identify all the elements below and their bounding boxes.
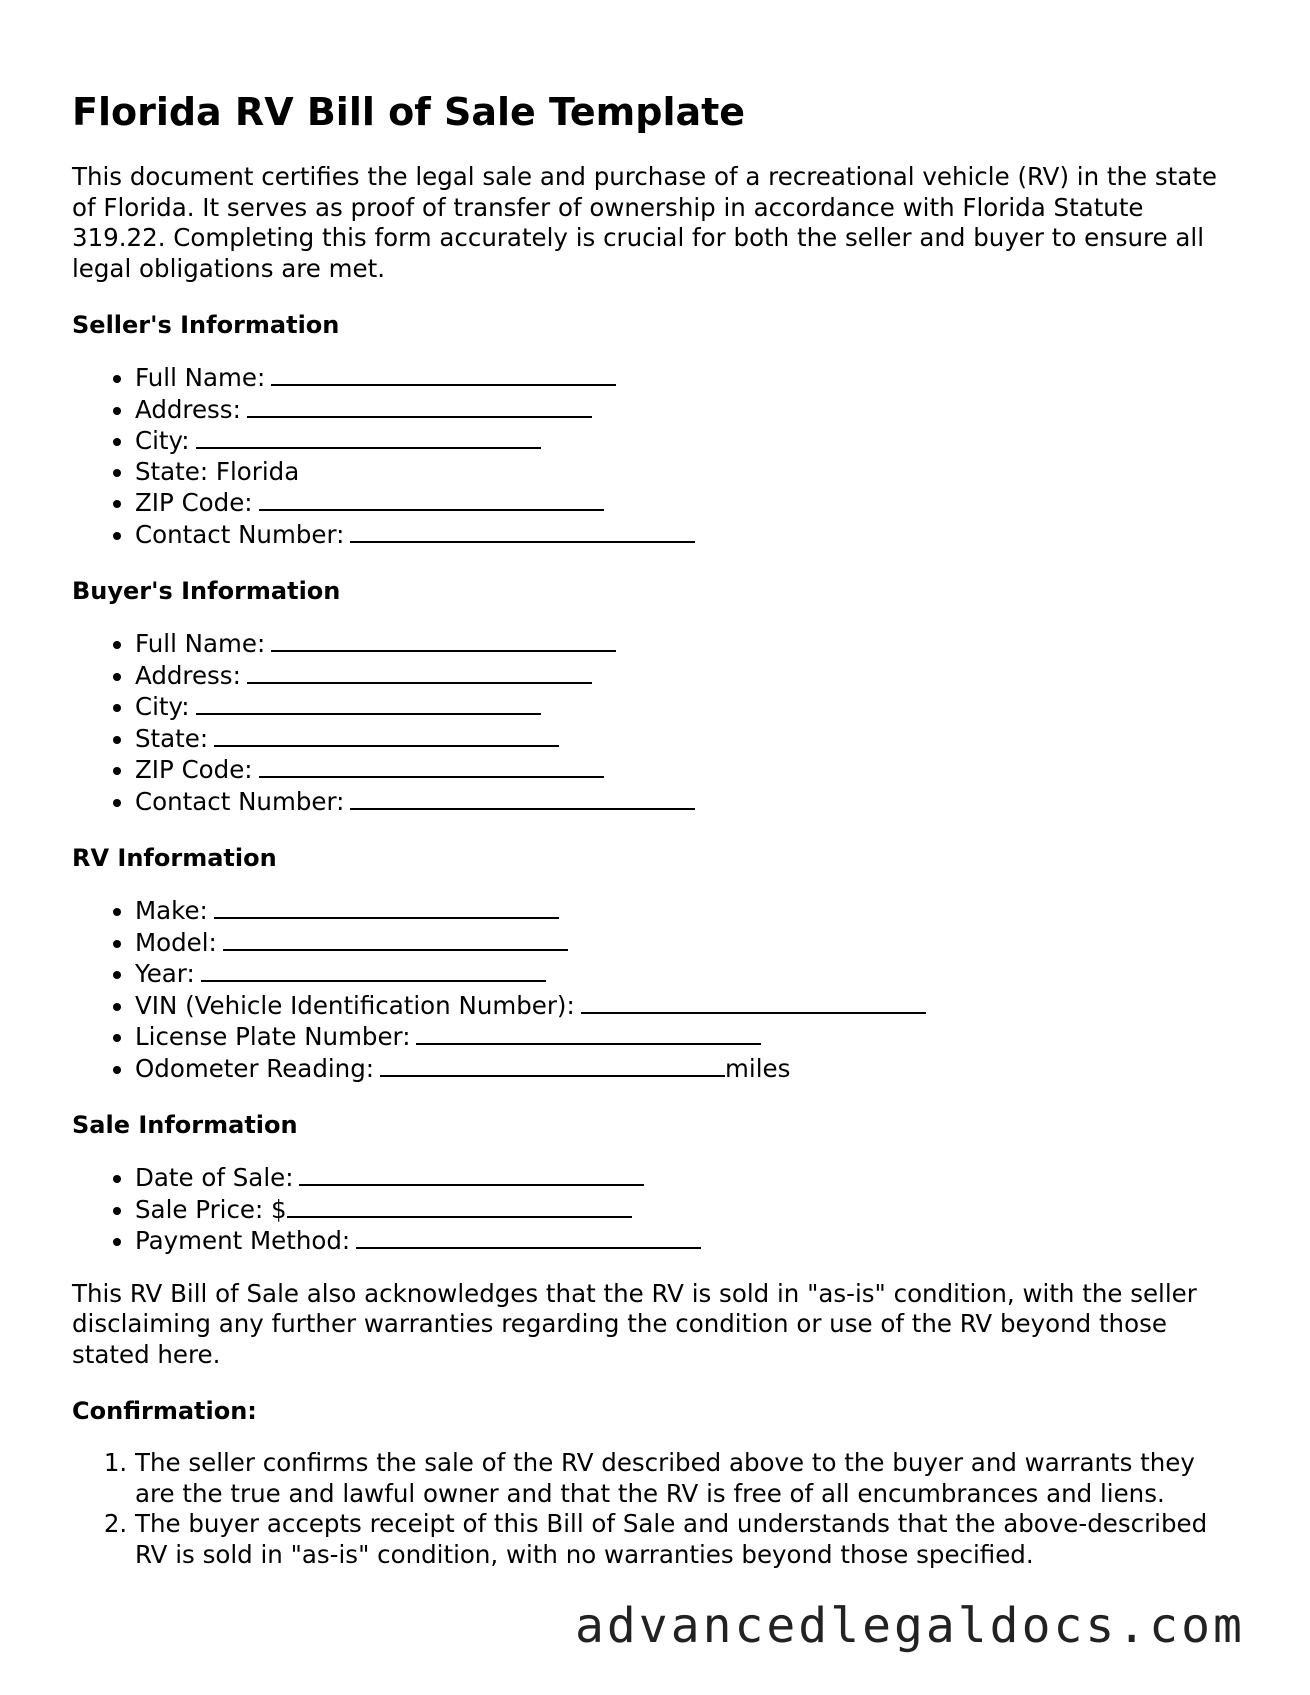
buyer-list — [72, 628, 1242, 817]
list-item: • Make: — [135, 895, 1242, 927]
seller-heading: Seller's Information — [72, 311, 340, 339]
list-item: • Date of Sale: — [135, 1162, 1242, 1194]
list-item: • State: Florida — [135, 457, 1242, 488]
city-field[interactable] — [196, 691, 541, 715]
vin-field[interactable] — [581, 990, 926, 1014]
document-page — [72, 88, 1242, 1570]
list-item: • Address: — [135, 394, 1242, 426]
rv-heading: RV Information — [72, 844, 277, 872]
list-item: 1. The seller confirms the sale of the RV described above to the buyer and warrants they are the true and lawful owner and that the RV is free of all encumbrances and liens. — [135, 1448, 1242, 1509]
seller-list — [72, 362, 1242, 550]
watermark: advancedlegaldocs.com — [575, 1598, 1245, 1654]
list-item: • License Plate Number: — [135, 1021, 1242, 1053]
state-field[interactable] — [214, 723, 559, 747]
odometer-unit: miles — [725, 1053, 791, 1083]
list-item: • Sale Price: $ — [135, 1194, 1242, 1226]
payment-method-field[interactable] — [356, 1225, 701, 1249]
zip-code-field[interactable] — [259, 487, 604, 511]
rv-list — [72, 895, 1242, 1084]
list-item: • Year: — [135, 958, 1242, 990]
sale-price-field[interactable] — [287, 1194, 632, 1218]
full-name-field[interactable] — [271, 628, 616, 652]
date-of-sale-field[interactable] — [299, 1162, 644, 1186]
as-is-paragraph: This RV Bill of Sale also acknowledges that the RV is sold in "as-is" condition, with the seller disclaiming any further warranties regarding the condition or use of the RV beyond those stated here. — [72, 1278, 1197, 1369]
list-item: • Full Name: — [135, 362, 1242, 394]
list-item: • City: — [135, 691, 1242, 723]
list-item: • Address: — [135, 660, 1242, 692]
sale-list — [72, 1162, 1242, 1257]
list-item: • State: — [135, 723, 1242, 755]
sale-heading: Sale Information — [72, 1111, 298, 1139]
zip-code-field[interactable] — [259, 754, 604, 778]
list-item: • VIN (Vehicle Identification Number): — [135, 990, 1242, 1022]
list-item: • Contact Number: — [135, 786, 1242, 818]
contact-number-field[interactable] — [350, 786, 695, 810]
list-item: • ZIP Code: — [135, 754, 1242, 786]
odometer-field[interactable] — [380, 1053, 725, 1077]
city-field[interactable] — [196, 425, 541, 449]
list-item: • Payment Method: — [135, 1225, 1242, 1257]
confirmation-list — [72, 1448, 1242, 1570]
full-name-field[interactable] — [271, 362, 616, 386]
list-item: • Contact Number: — [135, 519, 1242, 551]
model-field[interactable] — [223, 927, 568, 951]
list-item: • ZIP Code: — [135, 487, 1242, 519]
license-plate-field[interactable] — [416, 1021, 761, 1045]
address-field[interactable] — [247, 394, 592, 418]
buyer-heading: Buyer's Information — [72, 577, 341, 605]
list-item: • Odometer Reading: miles — [135, 1053, 1242, 1085]
address-field[interactable] — [247, 660, 592, 684]
page-title: Florida RV Bill of Sale Template — [72, 90, 746, 134]
confirmation-heading: Confirmation: — [72, 1397, 257, 1425]
intro-paragraph: This document certifies the legal sale and purchase of a recreational vehicle (RV) in the state of Florida. It serves as proof of transfer of ownership in accordance with Florida Statute 319.22. Completing this form accurately is crucial for both the seller and buyer to ensure all legal obligations are met. — [72, 162, 1217, 283]
list-item: • Full Name: — [135, 628, 1242, 660]
list-item: • Model: — [135, 927, 1242, 959]
contact-number-field[interactable] — [350, 519, 695, 543]
make-field[interactable] — [214, 895, 559, 919]
list-item: • City: — [135, 425, 1242, 457]
year-field[interactable] — [201, 958, 546, 982]
list-item: 2. The buyer accepts receipt of this Bill of Sale and understands that the above-described RV is sold in "as-is" condition, with no warranties beyond those specified. — [135, 1509, 1242, 1570]
